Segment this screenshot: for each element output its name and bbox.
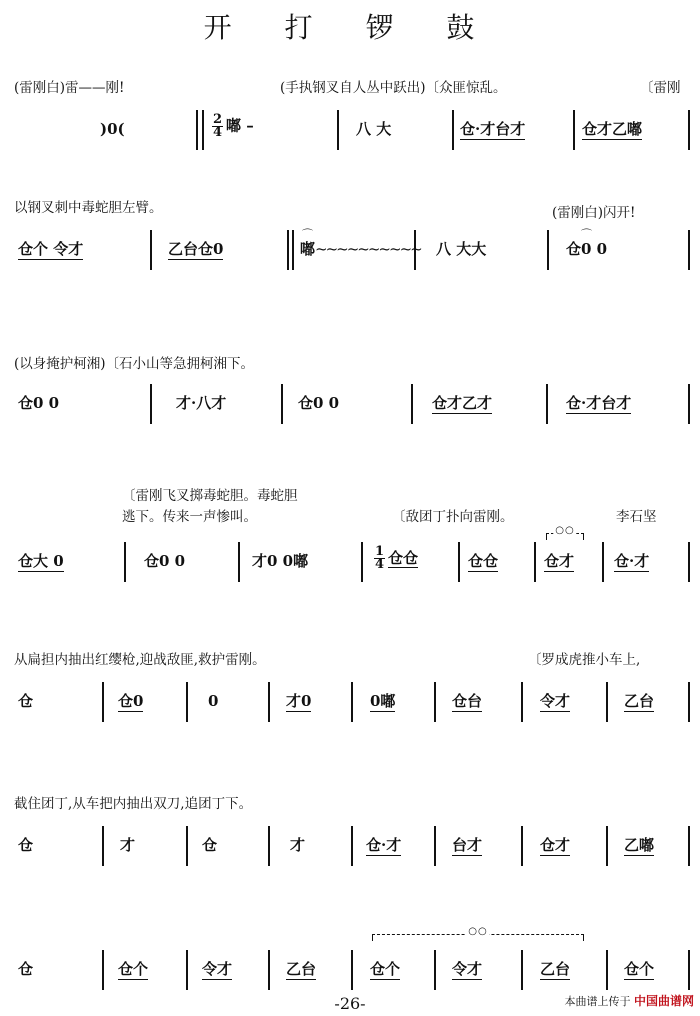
measure: 乙台 — [540, 960, 571, 978]
measure-with-fermata — [566, 239, 607, 259]
measure: 才0 0嘟 — [252, 552, 309, 570]
annotation: 李石坚 — [616, 509, 657, 525]
staff — [0, 826, 700, 866]
watermark-site-logo: 中国曲谱网 — [633, 994, 694, 1008]
measure: 令才 — [202, 960, 233, 978]
measure: 0嘟 — [370, 692, 396, 710]
measure: 仓个 令才 — [18, 240, 84, 258]
measure: 仓 — [202, 836, 218, 854]
staff — [0, 682, 700, 722]
measure: 仓 — [18, 692, 34, 710]
measure: 仓才乙才 — [432, 394, 493, 412]
barline — [434, 950, 436, 990]
measure: 仓仓 — [468, 552, 499, 570]
measure: 令才 — [540, 692, 571, 710]
barline — [186, 682, 188, 722]
measure: 嘟 – — [226, 116, 254, 135]
measure: 仓0 — [118, 692, 144, 710]
measure: 仓 — [18, 960, 34, 978]
annotation: (手执钢叉自人丛中跃出)〔众匪惊乱。 — [280, 80, 507, 96]
fermata-note: ⌒ 嘟 — [300, 239, 315, 259]
annotation: 从扁担内抽出红缨枪,迎战敌匪,救护雷刚。 — [14, 652, 266, 668]
measure: 仓台 — [452, 692, 483, 710]
watermark-text: 本曲谱上传于 — [564, 995, 631, 1008]
barline — [287, 230, 289, 270]
measure: 仓个 — [624, 960, 655, 978]
trill-wave-icon: ~~~~~~~~~~ — [315, 240, 421, 258]
barline — [688, 542, 690, 582]
annotation: (以身掩护柯湘)〔石小山等急拥柯湘下。 — [14, 356, 255, 372]
watermark — [564, 992, 694, 1009]
measure: 仓·才台才 — [460, 120, 526, 138]
measure: 乙台仓0 — [168, 240, 224, 258]
barline — [547, 230, 549, 270]
barline — [414, 230, 416, 270]
barline — [688, 682, 690, 722]
barline — [458, 542, 460, 582]
measure: 才0 — [286, 692, 312, 710]
barline — [688, 110, 690, 150]
barline — [281, 384, 283, 424]
fermata-note: ⌒ 仓0 0 — [566, 239, 607, 259]
barline — [351, 950, 353, 990]
bracket-mark: ○○ — [372, 934, 584, 941]
barline — [602, 542, 604, 582]
measure: 仓0 0 — [298, 394, 340, 412]
page-number: -26- — [334, 994, 366, 1013]
measure: 仓个 — [118, 960, 149, 978]
barline — [534, 542, 536, 582]
barline — [434, 826, 436, 866]
measure: 仓0 0 — [144, 552, 186, 570]
measure: 仓个 — [370, 960, 401, 978]
barline — [351, 682, 353, 722]
barline — [186, 826, 188, 866]
staff — [0, 950, 700, 990]
measure: 仓才乙嘟 — [582, 120, 643, 138]
measure: 八 大 — [356, 120, 392, 138]
barline — [268, 826, 270, 866]
barline — [434, 682, 436, 722]
barline — [186, 950, 188, 990]
annotation: 逃下。传来一声惨叫。 — [122, 509, 257, 525]
barline — [688, 826, 690, 866]
barline — [351, 826, 353, 866]
measure-with-time-signature — [212, 114, 254, 139]
barline — [688, 230, 690, 270]
page-title: 开 打 锣 鼓 — [203, 11, 497, 44]
barline — [102, 950, 104, 990]
barline — [573, 110, 575, 150]
barline — [102, 682, 104, 722]
annotation: 〔雷刚 — [640, 80, 681, 96]
measure: 仓大 0 — [18, 552, 64, 570]
measure: 仓才 — [540, 836, 571, 854]
measure: 才 — [120, 836, 136, 854]
annotation: 〔敌团丁扑向雷刚。 — [392, 509, 514, 525]
barline — [150, 230, 152, 270]
barline — [521, 826, 523, 866]
barline — [268, 950, 270, 990]
time-signature: $\frac{2}{4}$ — [213, 112, 223, 140]
annotation: 〔雷刚飞叉掷毒蛇胆。毒蛇胆 — [122, 488, 298, 504]
measure: 乙台 — [624, 692, 655, 710]
barline — [150, 384, 152, 424]
barline — [202, 110, 204, 150]
measure: 仓·才 — [366, 836, 402, 854]
barline — [688, 950, 690, 990]
barline — [124, 542, 126, 582]
barline — [521, 682, 523, 722]
time-signature: $\frac{1}{4}$ — [375, 544, 385, 572]
annotation: (雷刚白)闪开! — [552, 205, 636, 221]
barline — [521, 950, 523, 990]
barline — [546, 384, 548, 424]
measure: 乙台 — [286, 960, 317, 978]
barline — [361, 542, 363, 582]
staff — [0, 384, 700, 424]
barline — [337, 110, 339, 150]
measure: 仓仓 — [388, 548, 419, 567]
measure: 仓0 0 — [18, 394, 60, 412]
measure: 台才 — [452, 836, 483, 854]
measure: 八 大大 — [436, 240, 487, 258]
staff — [0, 110, 700, 150]
measure: 令才 — [452, 960, 483, 978]
staff — [0, 542, 700, 582]
measure-with-trill — [300, 239, 421, 259]
annotation: (雷刚白)雷——刚! — [14, 80, 125, 96]
staff — [0, 230, 700, 270]
barline — [102, 826, 104, 866]
barline — [268, 682, 270, 722]
barline — [606, 826, 608, 866]
annotation: 截住团丁,从车把内抽出双刀,追团丁下。 — [14, 796, 253, 812]
barline — [452, 110, 454, 150]
barline — [292, 230, 294, 270]
barline — [411, 384, 413, 424]
barline — [606, 682, 608, 722]
bracket-mark: ○○ — [546, 533, 584, 540]
measure-with-time-signature — [374, 546, 418, 571]
measure: 仓·才台才 — [566, 394, 632, 412]
measure: 乙嘟 — [624, 836, 655, 854]
measure: 才·八才 — [176, 394, 227, 412]
barline — [688, 384, 690, 424]
annotation: 〔罗成虎推小车上, — [528, 652, 641, 668]
barline — [196, 110, 198, 150]
measure: 才 — [290, 836, 306, 854]
measure: )0( — [100, 120, 125, 138]
annotation: 以钢叉刺中毒蛇胆左臂。 — [14, 200, 163, 216]
measure: 仓 — [18, 836, 34, 854]
measure: 仓·才 — [614, 552, 650, 570]
barline — [606, 950, 608, 990]
measure: 0 — [208, 692, 219, 710]
barline — [238, 542, 240, 582]
measure: 仓才 — [544, 552, 575, 570]
